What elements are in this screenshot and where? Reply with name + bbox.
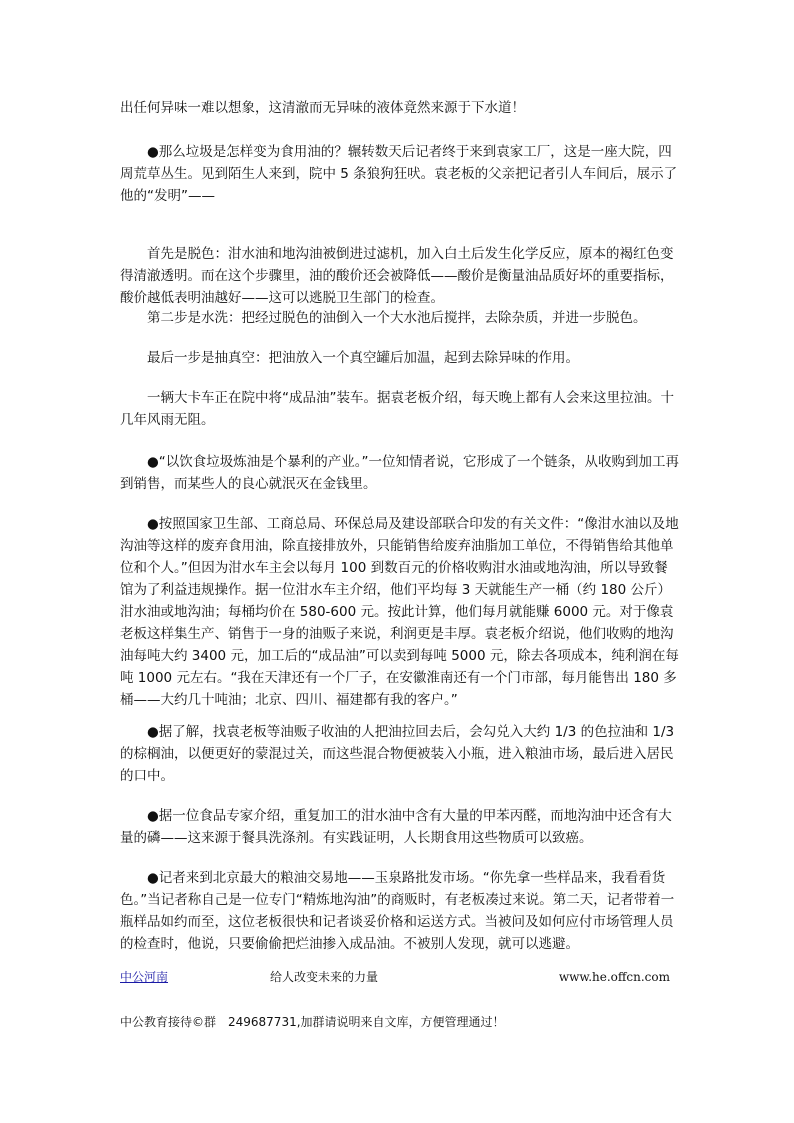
paragraph-intro-end: 出任何异味一难以想象，这清澈而无异味的液体竟然来源于下水道！ xyxy=(120,100,525,116)
contact-line: 中公教育接待©群 249687731,加群请说明来自文库，方便管理通过！ xyxy=(120,1015,505,1029)
footer-link-offcn-henan[interactable]: 中公河南 xyxy=(120,970,169,984)
paragraph-regulations: ●按照国家卫生部、工商总局、环保总局及建设部联合印发的有关文件：“像泔水油以及地沟油等这样的废弃食用油，除直接排放外，只能销售给废弃油脂加工单位，不得销售给其他单位和个人。”但因为泔水车主会以每月 100 到数百元的价格收购泔水油或地沟油，所以导致餐馆为了利益违规操作。据一位泔水车主介绍，他们平均每 3 天就能生产一桶（约 180 公斤）泔水油或地沟油；每桶均价在 580-600 元。按此计算，他们每月就能赚 6000 元。对于像袁老板这样集生产、销售于一身的油贩子来说，利润更是丰厚。袁老板介绍说，他们收购的地沟油每吨大约 3400 元，加工后的“成品油”可以卖到每吨 5000 元，除去各项成本，纯利润在每吨 1000 元左右。“我在天津还有一个厂子，在安徽淮南还有一个门市部，每月能售出 180 多桶——大约几十吨油；北京、四川、福建都有我的客户。” xyxy=(120,516,679,708)
paragraph-expert: ●据一位食品专家介绍，重复加工的泔水油中含有大量的甲苯丙醛，而地沟油中还含有大量的磷——这来源于餐具洗涤剂。有实践证明，人长期食用这些物质可以致癌。 xyxy=(120,808,672,846)
footer-url: www.he.offcn.com xyxy=(558,970,670,984)
footer-slogan: 给人改变未来的力量 xyxy=(270,970,379,984)
paragraph-step-vacuum: 最后一步是抽真空：把油放入一个真空罐后加温，起到去除异味的作用。 xyxy=(147,350,579,366)
paragraph-step-wash: 第二步是水洗：把经过脱色的油倒入一个大水池后搅拌，去除杂质，并进一步脱色。 xyxy=(147,310,647,326)
paragraph-blending: ●据了解，找袁老板等油贩子收油的人把油拉回去后，会勾兑入大约 1/3 的色拉油和 1/3 的棕榈油，以便更好的蒙混过关，而这些混合物便被装入小瓶，进入粮油市场，最后进入居民的口中。 xyxy=(120,724,679,784)
paragraph-profit-industry: ●“以饮食垃圾炼油是个暴利的产业。”一位知情者说，它形成了一个链条，从收购到加工再到销售，而某些人的良心就泯灭在金钱里。 xyxy=(120,454,680,492)
paragraph-process-intro: ●那么垃圾是怎样变为食用油的？辗转数天后记者终于来到袁家工厂，这是一座大院，四周荒草丛生。见到陌生人来到，院中 5 条狼狗狂吠。袁老板的父亲把记者引人车间后，展示了他的“发明”—— xyxy=(120,144,678,204)
paragraph-truck: 一辆大卡车正在院中将“成品油”装车。据袁老板介绍，每天晚上都有人会来这里拉油。十几年风雨无阻。 xyxy=(120,390,674,428)
paragraph-step-decolor: 首先是脱色：泔水油和地沟油被倒进过滤机，加入白土后发生化学反应，原本的褐红色变得清澈透明。而在这个步骤里，油的酸价还会被降低——酸价是衡量油品质好坏的重要指标，酸价越低表明油越好——这可以逃脱卫生部门的检查。 xyxy=(120,246,674,306)
paragraph-market: ●记者来到北京最大的粮油交易地——玉泉路批发市场。“你先拿一些样品来，我看看货色。”当记者称自己是一位专门“精炼地沟油”的商贩时，有老板凑过来说。第二天，记者带着一瓶样品如约而至，这位老板很快和记者谈妥价格和运送方式。当被问及如何应付市场管理人员的检查时，他说，只要偷偷把烂油掺入成品油。不被别人发现，就可以逃避。 xyxy=(120,870,675,952)
